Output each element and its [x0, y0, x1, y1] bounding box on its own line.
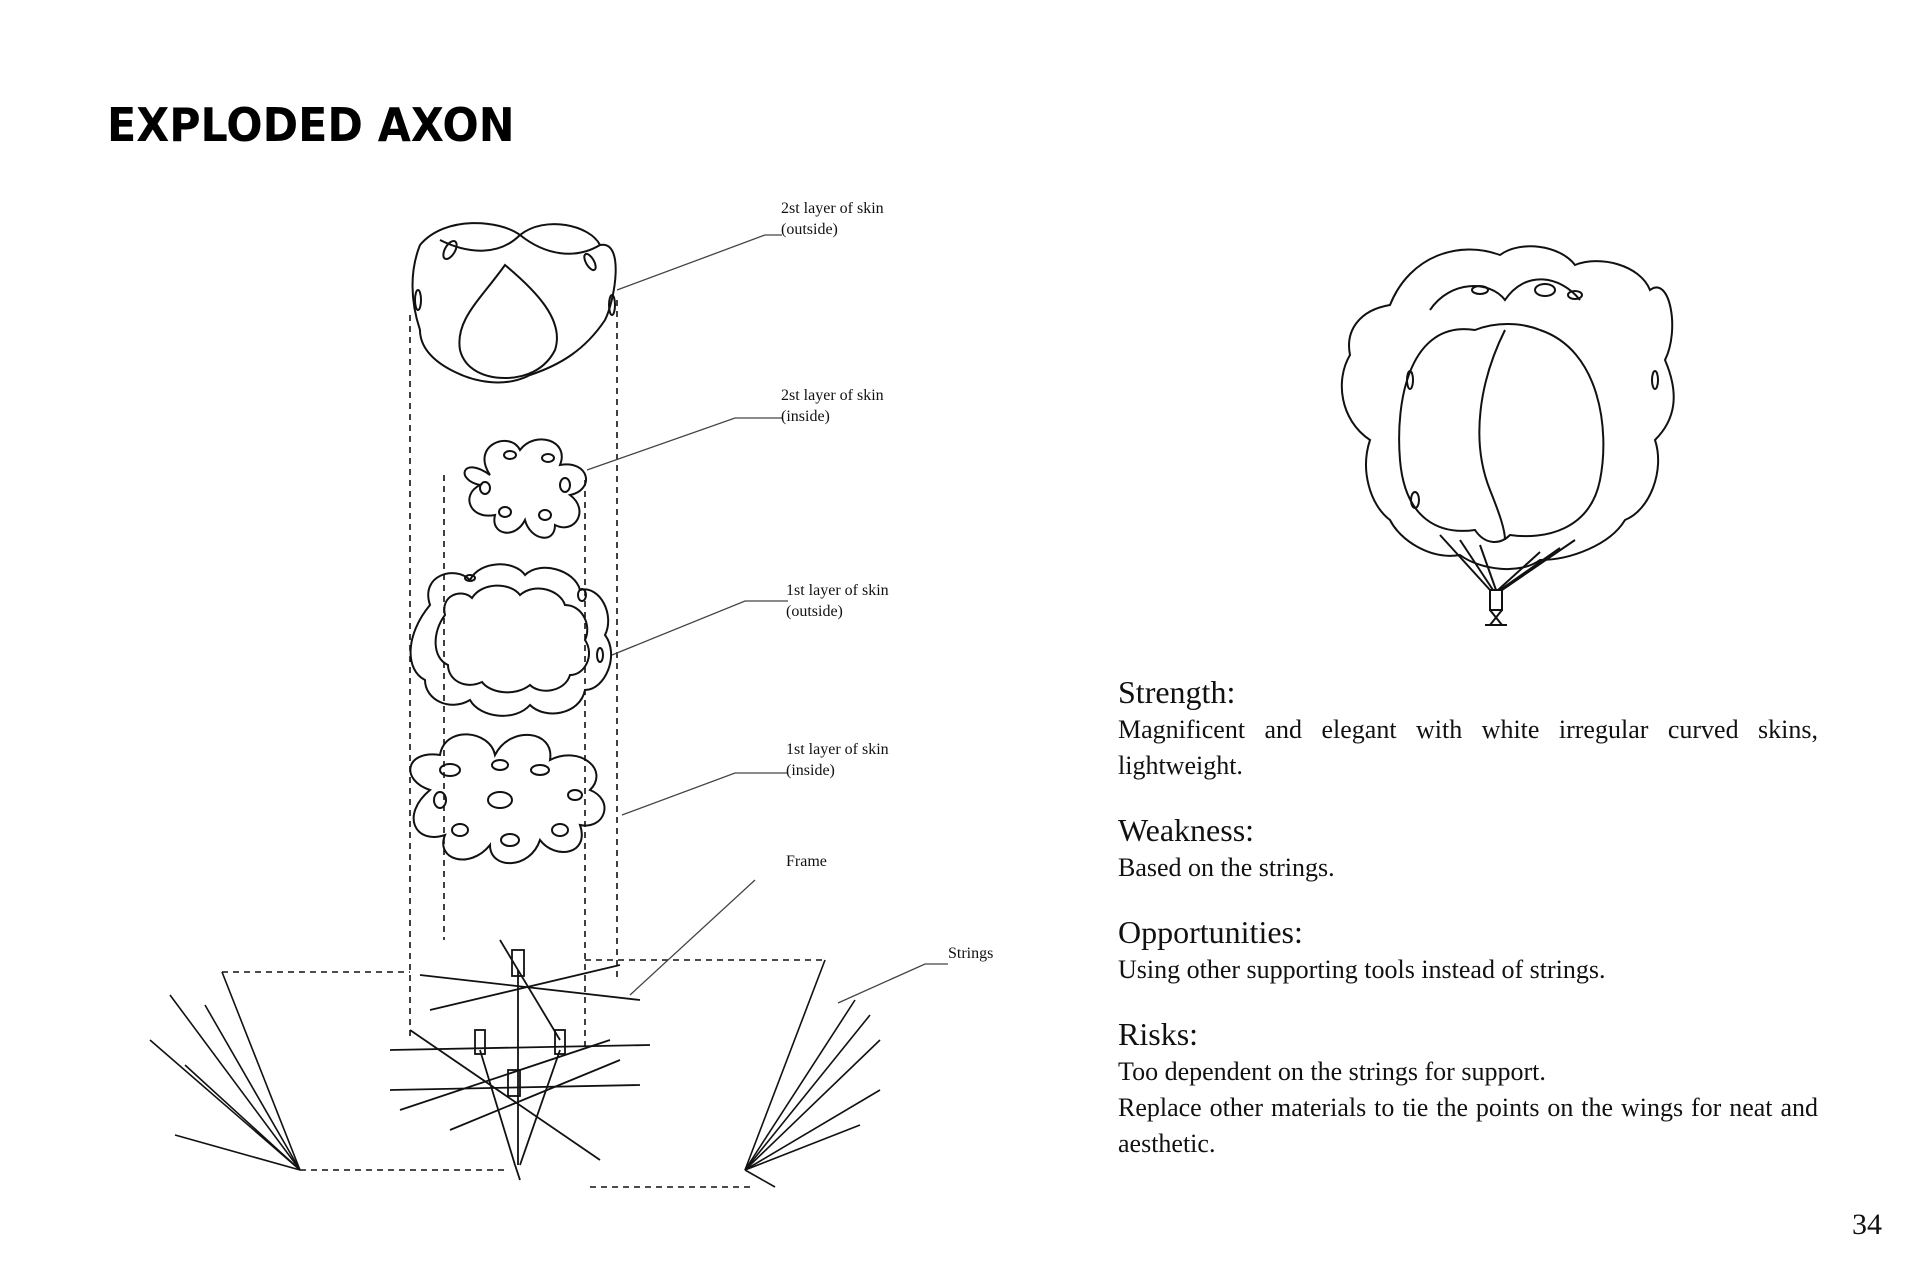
- opportunities-note: [1118, 912, 1818, 988]
- page-number: 34: [1852, 1208, 1882, 1241]
- callout-inner-skin-1: 1st layer of skin (inside): [786, 741, 889, 779]
- weakness-text: Based on the strings.: [1118, 853, 1335, 882]
- risks-text-2: Replace other materials to tie the points on the wings for neat and aesthetic.: [1118, 1093, 1818, 1158]
- outer-skin-1-shape: [411, 564, 612, 716]
- risks-heading: Risks:: [1118, 1016, 1199, 1052]
- opportunities-heading: Opportunities:: [1118, 914, 1303, 950]
- risks-note: [1118, 1014, 1818, 1162]
- inner-skin-1-shape: [410, 734, 604, 863]
- callout-strings: Strings: [948, 945, 994, 962]
- opportunities-text: Using other supporting tools instead of strings.: [1118, 955, 1606, 984]
- callout-inner-skin-2: 2st layer of skin (inside): [781, 387, 884, 425]
- frame-shape: [390, 940, 650, 1180]
- strength-heading: Strength:: [1118, 674, 1236, 710]
- weakness-heading: Weakness:: [1118, 812, 1255, 848]
- analysis-notes: [1118, 672, 1818, 1188]
- projection-lines: [222, 300, 825, 1187]
- risks-text-1: Too dependent on the strings for support.: [1118, 1057, 1546, 1086]
- inner-skin-2-shape: [465, 439, 586, 537]
- callout-frame: Frame: [786, 853, 827, 870]
- leader-lines: [587, 235, 948, 1003]
- page-title: EXPLODED AXON: [107, 98, 515, 152]
- strength-text: Magnificent and elegant with white irregular curved skins, lightweight.: [1118, 715, 1818, 780]
- outer-skin-2-shape: [413, 223, 616, 382]
- weakness-note: [1118, 810, 1818, 886]
- callout-outer-skin-1: 1st layer of skin (outside): [786, 582, 889, 620]
- strength-note: [1118, 672, 1818, 784]
- assembled-pavilion-shape: [1342, 246, 1674, 625]
- callout-outer-skin-2: 2st layer of skin (outside): [781, 200, 884, 238]
- strings-shape: [150, 960, 880, 1187]
